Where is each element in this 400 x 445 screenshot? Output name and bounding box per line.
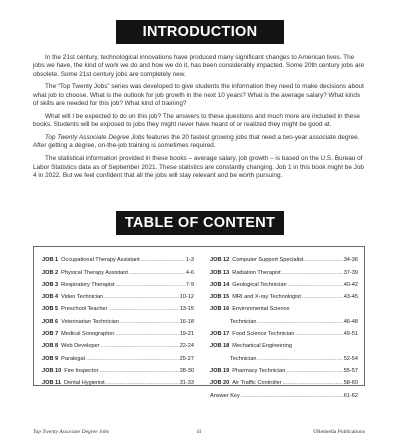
toc-entry bbox=[42, 314, 194, 326]
intro-paragraph-2: The “Top Twenty Jobs” series was developed to give students the information they need to make decisions about what job to choose. What is the outlook for job growth in the next 10 years? What is the average salary? What kinds of skills are needed for this job? What kind of training? bbox=[33, 83, 364, 108]
intro-paragraph-4 bbox=[33, 134, 366, 151]
toc-entry bbox=[210, 278, 358, 290]
footer-book-title: Top Twenty Associate Degree Jobs bbox=[33, 429, 110, 435]
toc-job-title: Veterinarian Technician bbox=[61, 318, 119, 325]
toc-job-number: JOB 13 bbox=[210, 269, 230, 276]
intro-paragraph-4-text: features the 20 fastest growing jobs that need a two-year associate degree. After getting a degree, on-the-job training is sometimes required. bbox=[33, 134, 360, 150]
toc-entry bbox=[210, 339, 358, 351]
toc-job-number: JOB 10 bbox=[42, 367, 62, 374]
toc-dot-leader bbox=[304, 256, 342, 265]
toc-entry bbox=[42, 376, 194, 388]
toc-job-number: JOB 1 bbox=[42, 257, 59, 264]
toc-entry bbox=[42, 327, 194, 339]
toc-right-column bbox=[210, 253, 358, 401]
toc-page-range: 49-51 bbox=[343, 331, 358, 338]
table-of-content-heading: TABLE OF CONTENT bbox=[116, 211, 284, 235]
toc-entry bbox=[210, 364, 358, 376]
toc-job-title: Preschool Teacher bbox=[61, 306, 108, 313]
toc-job-title: Web Developer bbox=[61, 343, 100, 350]
toc-job-number: JOB 7 bbox=[42, 331, 59, 338]
toc-page-range: 31-33 bbox=[179, 380, 194, 387]
book-title: Top Twenty Associate Degree Jobs bbox=[45, 134, 145, 142]
toc-job-number: JOB 8 bbox=[42, 343, 59, 350]
toc-dot-leader bbox=[288, 281, 343, 290]
toc-entry bbox=[42, 302, 194, 314]
toc-dot-leader bbox=[257, 318, 342, 327]
toc-job-number: JOB 14 bbox=[210, 281, 230, 288]
toc-page-range: 34-36 bbox=[343, 257, 358, 264]
toc-job-number: JOB 11 bbox=[42, 380, 61, 387]
toc-page-range: 10-12 bbox=[179, 294, 194, 301]
toc-job-title: Pharmacy Technician bbox=[232, 367, 286, 374]
toc-job-title: Physical Therapy Assistant bbox=[61, 269, 128, 276]
toc-job-number: JOB 3 bbox=[42, 281, 59, 288]
toc-page-range: 13-15 bbox=[179, 306, 194, 313]
toc-job-title: Dental Hygienist bbox=[63, 380, 105, 387]
toc-page-range: 61-62 bbox=[343, 392, 358, 399]
toc-page-range: 55-57 bbox=[343, 367, 358, 374]
toc-entry bbox=[210, 302, 358, 314]
toc-job-number: JOB 18 bbox=[210, 343, 230, 350]
toc-page-range: 16-18 bbox=[179, 318, 194, 325]
toc-page-range: 1-3 bbox=[185, 257, 194, 264]
toc-entry bbox=[210, 376, 358, 388]
toc-dot-leader bbox=[141, 256, 185, 265]
toc-page-range: 58-60 bbox=[343, 380, 358, 387]
toc-page-range: 7-9 bbox=[185, 281, 194, 288]
intro-paragraph-5: The statistical information provided in these books – average salary, job growth – is based on the U.S. Bureau of Labor Statistics data as of September 2021. These statistics are constantly changing. Job 1 in this book might be Job 4 in 2022. But we feel confident that all the jobs will stay relevant and be worth pursuing. bbox=[33, 155, 364, 179]
toc-job-number: JOB 6 bbox=[42, 318, 59, 325]
toc-job-number: JOB 9 bbox=[42, 355, 59, 362]
toc-dot-leader bbox=[101, 342, 179, 351]
toc-job-number: JOB 2 bbox=[42, 269, 59, 276]
toc-dot-leader bbox=[116, 281, 185, 290]
introduction-body bbox=[33, 54, 366, 185]
toc-job-title: Answer Key bbox=[210, 392, 240, 399]
toc-job-title: Radiation Therapist bbox=[232, 269, 281, 276]
toc-job-title: Occupational Therapy Assistant bbox=[61, 257, 140, 264]
toc-dot-leader bbox=[283, 379, 343, 388]
toc-job-title: Respiratory Therapist bbox=[61, 281, 115, 288]
toc-entry bbox=[210, 327, 358, 339]
toc-job-title: Video Technician bbox=[61, 294, 104, 301]
toc-job-title: Food Science Technician bbox=[232, 331, 295, 338]
toc-entry bbox=[210, 265, 358, 277]
toc-job-number: JOB 12 bbox=[210, 257, 230, 264]
toc-dot-leader bbox=[106, 379, 179, 388]
toc-entry bbox=[42, 253, 194, 265]
toc-job-title: Paralegal bbox=[61, 355, 85, 362]
toc-entry bbox=[42, 364, 194, 376]
toc-page-range: 4-6 bbox=[185, 269, 194, 276]
toc-job-title: Computer Support Specialist bbox=[232, 257, 304, 264]
toc-page-range: 25-27 bbox=[179, 355, 194, 362]
toc-entry bbox=[210, 314, 358, 326]
footer-publisher: ©Remedia Publications bbox=[312, 429, 365, 435]
toc-job-number: JOB 15 bbox=[210, 294, 230, 301]
toc-dot-leader bbox=[115, 330, 178, 339]
toc-dot-leader bbox=[257, 355, 342, 364]
toc-job-title: Geological Technician bbox=[232, 281, 287, 288]
toc-job-number: JOB 19 bbox=[210, 367, 230, 374]
toc-job-title: Environmental Science bbox=[232, 306, 290, 313]
toc-job-number: JOB 20 bbox=[210, 380, 230, 387]
page-number: iii bbox=[196, 429, 202, 435]
toc-entry bbox=[42, 265, 194, 277]
toc-page-range: 43-45 bbox=[343, 294, 358, 301]
toc-entry bbox=[210, 388, 358, 400]
intro-paragraph-1: In the 21st century, technological innovations have produced many significant changes to American lives. The jobs we have, the kind of work we do and how we do it, has been considerably impacted. Some 20th century jobs are obsolete. Some 21st century jobs are completely new. bbox=[33, 54, 365, 78]
toc-job-title: MRI and X-ray Technologist bbox=[232, 294, 301, 301]
introduction-heading: INTRODUCTION bbox=[116, 20, 284, 44]
toc-job-number: JOB 16 bbox=[210, 306, 230, 313]
toc-job-title: Air Traffic Controller bbox=[232, 380, 282, 387]
toc-job-title: Mechanical Engineering bbox=[232, 343, 292, 350]
toc-dot-leader bbox=[129, 269, 185, 278]
toc-dot-leader bbox=[282, 269, 343, 278]
toc-entry bbox=[42, 339, 194, 351]
toc-job-number: JOB 5 bbox=[42, 306, 59, 313]
toc-job-title: Technician bbox=[230, 318, 257, 325]
toc-entry bbox=[210, 253, 358, 265]
toc-page-range: 22-24 bbox=[179, 343, 194, 350]
toc-job-title: Fire Inspector bbox=[64, 367, 99, 374]
toc-page-range: 19-21 bbox=[179, 331, 194, 338]
table-of-content-box bbox=[33, 246, 365, 399]
toc-entry bbox=[42, 278, 194, 290]
toc-entry bbox=[210, 351, 358, 363]
toc-page-range: 52-54 bbox=[343, 355, 358, 362]
toc-entry bbox=[210, 290, 358, 302]
toc-dot-leader bbox=[295, 330, 342, 339]
toc-dot-leader bbox=[241, 392, 343, 401]
toc-dot-leader bbox=[302, 293, 343, 302]
toc-dot-leader bbox=[286, 367, 342, 376]
toc-entry bbox=[42, 290, 194, 302]
toc-page-range: 28-30 bbox=[179, 367, 194, 374]
toc-dot-leader bbox=[99, 367, 178, 376]
toc-job-title: Medical Sonographer bbox=[61, 331, 115, 338]
toc-left-column bbox=[42, 253, 194, 388]
toc-dot-leader bbox=[86, 355, 179, 364]
toc-page-range: 40-42 bbox=[343, 281, 358, 288]
toc-job-title: Technician bbox=[230, 355, 257, 362]
intro-paragraph-3: What will I be expected to do on this job? The answers to these questions and much more are included in these books. Students will be exposed to jobs they might never have heard of or realized they might be good at. bbox=[33, 112, 360, 129]
toc-dot-leader bbox=[104, 293, 178, 302]
toc-dot-leader bbox=[120, 318, 179, 327]
toc-dot-leader bbox=[108, 305, 178, 314]
toc-job-number: JOB 17 bbox=[210, 331, 230, 338]
toc-entry bbox=[42, 351, 194, 363]
toc-page-range: 37-39 bbox=[343, 269, 358, 276]
toc-job-number: JOB 4 bbox=[42, 294, 59, 301]
toc-page-range: 46-48 bbox=[343, 318, 358, 325]
